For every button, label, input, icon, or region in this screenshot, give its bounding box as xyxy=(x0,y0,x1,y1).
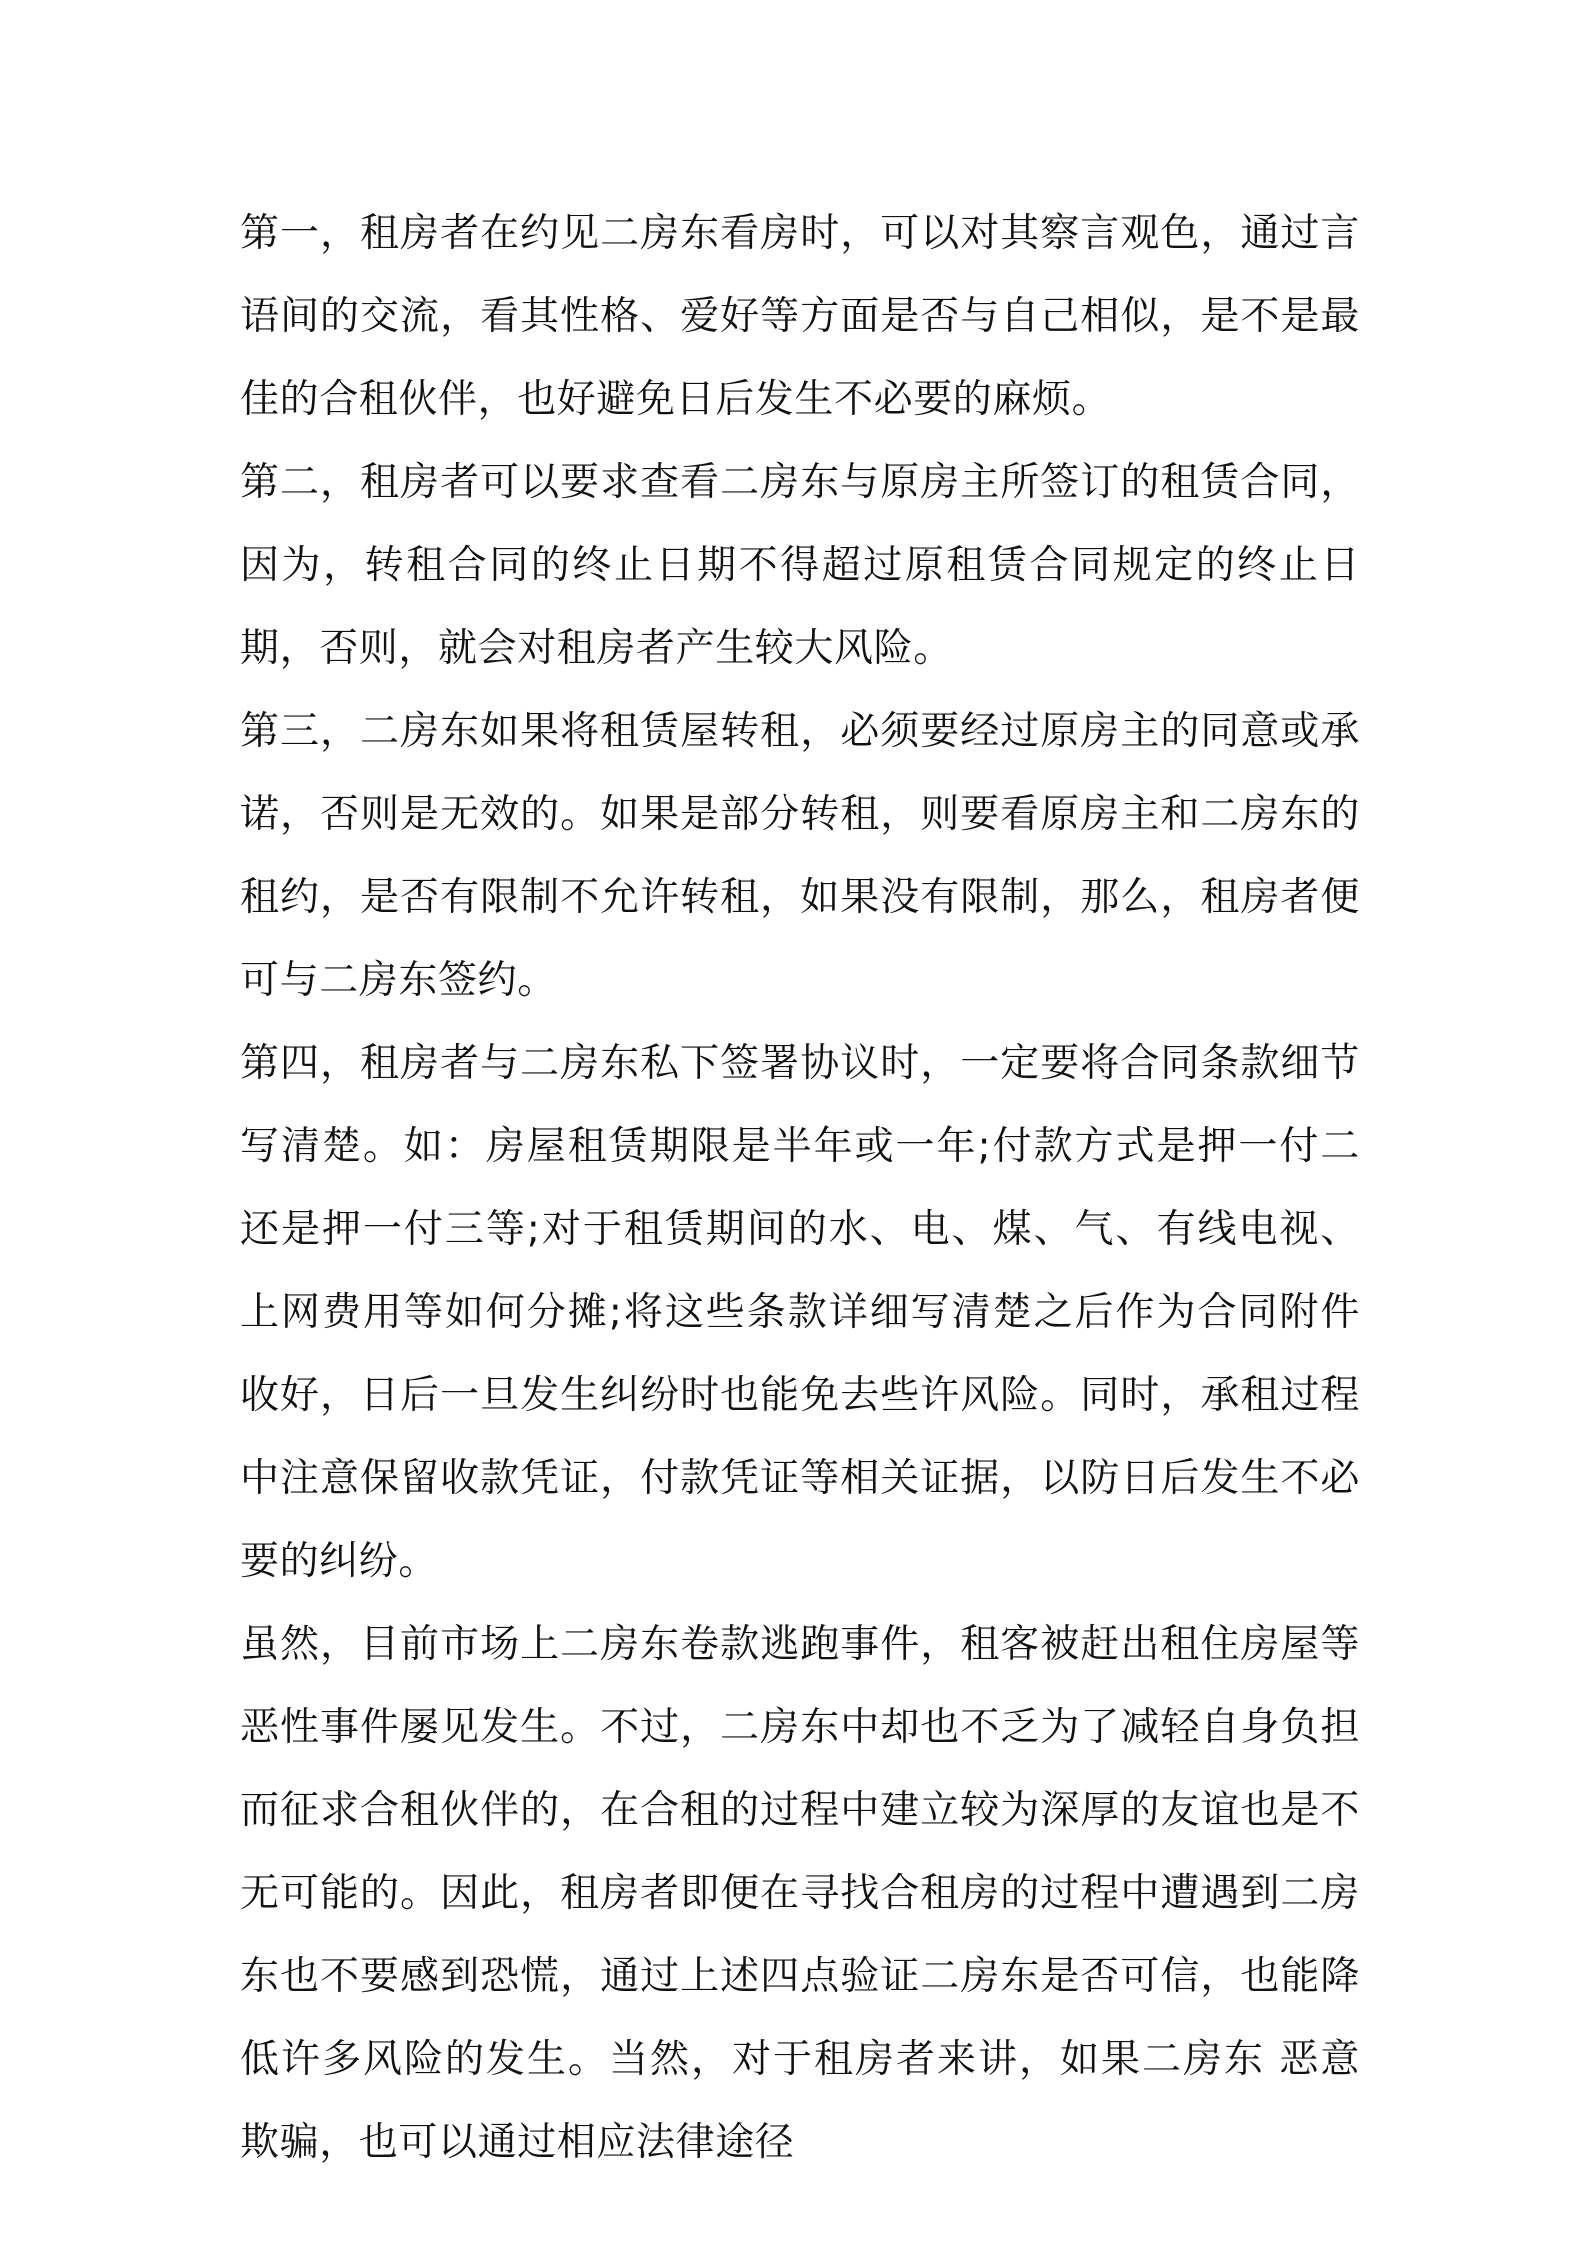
paragraph-3: 第三，二房东如果将租赁屋转租，必须要经过原房主的同意或承诺，否则是无效的。如果是部分转租，则要看原房主和二房东的租约，是否有限制不允许转租，如果没有限制，那么，租房者便可与二房东签约。 xyxy=(240,709,1360,1003)
paragraph-4: 第四，租房者与二房东私下签署协议时，一定要将合同条款细节写清楚。如：房屋租赁期限是半年或一年;付款方式是押一付二还是押一付三等;对于租赁期间的水、电、煤、气、有线电视、上网费用等如何分摊;将这些条款详细写清楚之后作为合同附件收好，日后一旦发生纠纷时也能免去些许风险。同时，承租过程中注意保留收款凭证，付款凭证等相关证据，以防日后发生不必要的纠纷。 xyxy=(240,1041,1360,1584)
document-body xyxy=(240,192,1360,2184)
paragraph-1: 第一，租房者在约见二房东看房时，可以对其察言观色，通过言语间的交流，看其性格、爱好等方面是否与自己相似，是不是最佳的合租伙伴，也好避免日后发生不必要的麻烦。 xyxy=(240,211,1360,422)
paragraph-2: 第二，租房者可以要求查看二房东与原房主所签订的租赁合同，因为，转租合同的终止日期不得超过原租赁合同规定的终止日期，否则，就会对租房者产生较大风险。 xyxy=(240,460,1360,671)
paragraph-5: 虽然，目前市场上二房东卷款逃跑事件，租客被赶出租住房屋等恶性事件屡见发生。不过，二房东中却也不乏为了减轻自身负担而征求合租伙伴的，在合租的过程中建立较为深厚的友谊也是不无可能的。因此，租房者即便在寻找合租房的过程中遭遇到二房东也不要感到恐慌，通过上述四点验证二房东是否可信，也能降低许多风险的发生。当然，对于租房者来讲，如果二房东 恶意欺骗，也可以通过相应法律途径 xyxy=(240,1622,1360,2165)
